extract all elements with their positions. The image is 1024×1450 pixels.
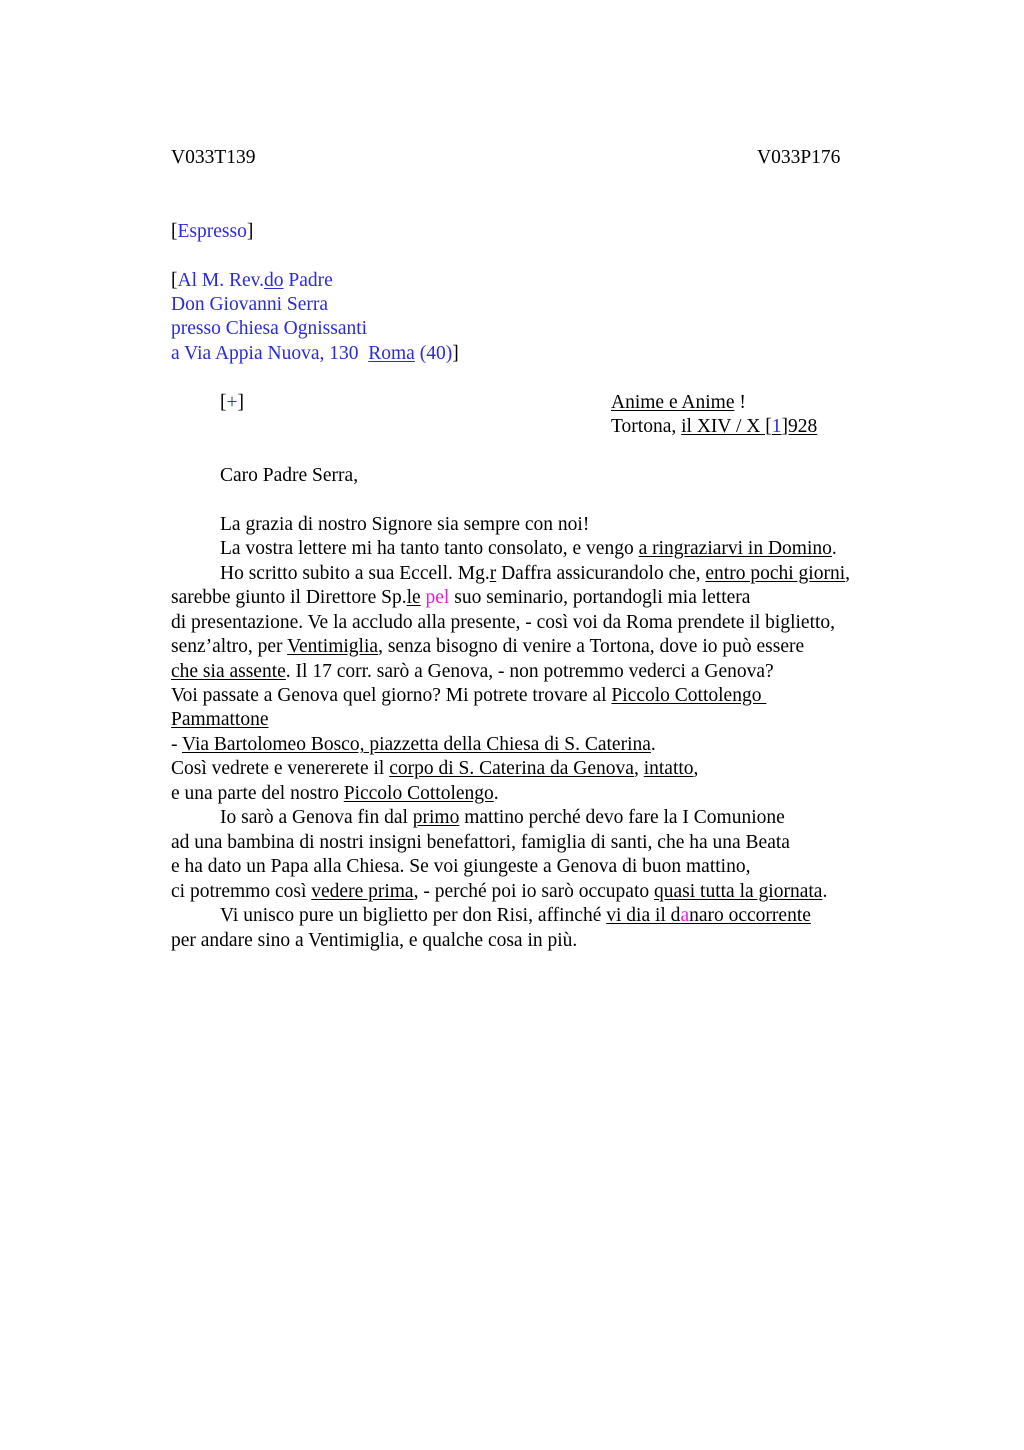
underlined-phrase: Ventimiglia	[287, 636, 379, 657]
address-line-1: [Al M. Rev.do Padre	[171, 270, 333, 291]
text-run: -	[171, 734, 183, 755]
text-run: vi dia il d	[606, 905, 681, 926]
body-line-13	[220, 806, 785, 830]
text-run: ,	[693, 758, 699, 779]
text-run: . Il 17 corr. sarò a Genova, - non potremmo vederci a Genova?	[285, 661, 774, 682]
body-line-17	[220, 904, 811, 928]
document-code-left: V033T139	[171, 147, 256, 168]
underlined-phrase: entro pochi giorni	[705, 563, 846, 584]
body-line-10	[171, 733, 656, 757]
body-line-7	[171, 660, 774, 684]
underlined-phrase: a ringraziarvi in Domino	[638, 538, 832, 559]
text-run: e una parte del nostro	[171, 783, 344, 804]
date-part-a: il XIV / X [	[681, 416, 772, 437]
underlined-phrase: Piccolo Cottolengo	[611, 685, 767, 706]
underlined-phrase: corpo di S. Caterina da Genova	[389, 758, 634, 779]
motto-exclamation: !	[734, 392, 746, 413]
underlined-phrase: intatto	[643, 758, 694, 779]
body-line-16	[171, 880, 827, 904]
greeting: Caro Padre Serra,	[220, 465, 359, 486]
text-run: Ho scritto subito a sua Eccell. Mg.	[220, 563, 490, 584]
text-run: ,	[633, 758, 644, 779]
motto-line	[611, 391, 746, 415]
text-run: Io sarò a Genova fin dal	[220, 807, 413, 828]
underlined-phrase: quasi tutta la giornata	[654, 881, 823, 902]
body-line-15: e ha dato un Papa alla Chiesa. Se voi giungeste a Genova di buon mattino,	[171, 856, 751, 877]
cross-mark: [+]	[220, 392, 244, 413]
motto: Anime e Anime	[611, 392, 735, 413]
underlined-phrase: che sia assente	[171, 661, 286, 682]
body-line-2	[220, 537, 837, 561]
address-title-rest: Padre	[283, 270, 333, 291]
body-line-6	[171, 635, 804, 659]
text-run: suo seminario, portandogli mia lettera	[449, 587, 751, 608]
text-run: .	[822, 881, 828, 902]
underlined-abbrev: r	[489, 563, 497, 584]
text-run: .	[493, 783, 499, 804]
text-run: senz’altro, per	[171, 636, 288, 657]
highlighted-word: pel	[425, 587, 450, 608]
underlined-phrase	[606, 905, 811, 926]
underlined-abbrev: le	[406, 587, 421, 608]
text-run: .	[650, 734, 656, 755]
text-run: .	[831, 538, 837, 559]
body-line-4	[171, 586, 750, 610]
text-run: sarebbe giunto il Direttore Sp.	[171, 587, 407, 608]
text-run: Voi passate a Genova quel giorno? Mi potrete trovare al	[171, 685, 612, 706]
body-line-14: ad una bambina di nostri insigni benefattori, famiglia di santi, che ha una Beata	[171, 832, 790, 853]
place-date-line	[611, 415, 817, 439]
text-run: naro occorrente	[689, 905, 811, 926]
date-part-c: ]928	[781, 416, 818, 437]
date-part-b: 1	[771, 416, 782, 437]
body-line-3	[220, 562, 850, 586]
body-line-1: La grazia di nostro Signore sia sempre con noi!	[220, 514, 590, 535]
underlined-phrase: Via Bartolomeo Bosco, piazzetta della Chiesa di S. Caterina	[182, 734, 651, 755]
text-run: ,	[845, 563, 850, 584]
address-title: Al M. Rev.	[177, 270, 264, 291]
address-line-2: Don Giovanni Serra	[171, 294, 329, 315]
address-street: a Via Appia Nuova, 130	[171, 343, 369, 364]
cross-icon: +	[226, 392, 238, 413]
body-line-11	[171, 757, 698, 781]
place: Tortona,	[611, 416, 682, 437]
express-mark: [Espresso]	[171, 221, 254, 242]
text-run: Così vedrete e venererete il	[171, 758, 390, 779]
text-run: Daffra assicurandolo che,	[496, 563, 706, 584]
body-line-12	[171, 782, 499, 806]
underlined-phrase: vedere prima	[311, 881, 414, 902]
address-city: Roma	[368, 343, 415, 364]
text-run: , - perché poi io sarò occupato	[413, 881, 655, 902]
address-line-4: a Via Appia Nuova, 130 Roma (40)]	[171, 343, 459, 364]
body-line-18: per andare sino a Ventimiglia, e qualche cosa in più.	[171, 930, 578, 951]
text-run: , senza bisogno di venire a Tortona, dove io può essere	[378, 636, 805, 657]
body-line-9: Pammattone	[171, 709, 269, 730]
text-run: mattino perché devo fare la I Comunione	[459, 807, 785, 828]
text-run: ci potremmo così	[171, 881, 312, 902]
text-run: La vostra lettere mi ha tanto tanto consolato, e vengo	[220, 538, 639, 559]
address-line-3: presso Chiesa Ognissanti	[171, 318, 368, 339]
highlighted-letter: a	[680, 905, 690, 926]
express-label: Espresso	[177, 221, 247, 242]
body-line-8	[171, 684, 766, 708]
text-run: Vi unisco pure un biglietto per don Risi, affinché	[220, 905, 607, 926]
address-postcode: (40)	[414, 343, 453, 364]
address-title-superscript: do	[263, 270, 284, 291]
underlined-phrase: primo	[412, 807, 460, 828]
body-line-5: di presentazione. Ve la accludo alla presente, - così voi da Roma prendete il biglietto,	[171, 612, 836, 633]
underlined-phrase: Piccolo Cottolengo	[343, 783, 494, 804]
date	[681, 416, 817, 437]
document-code-right: V033P176	[757, 147, 841, 168]
